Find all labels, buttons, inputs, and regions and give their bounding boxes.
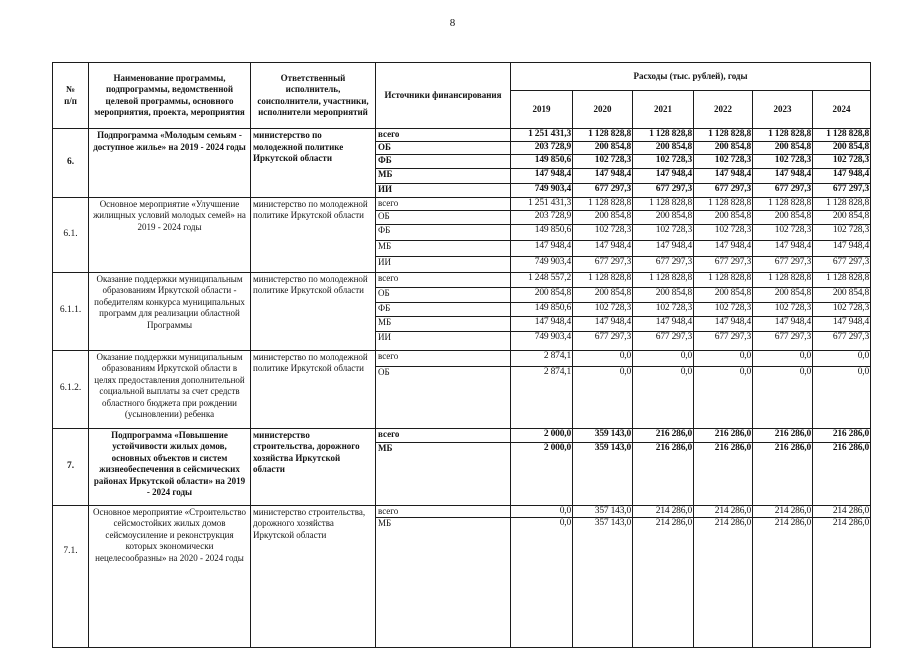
expense-value: 749 903,4 [511,183,573,197]
expense-value: 0,0 [694,350,753,366]
item-number: 7.1. [53,505,89,648]
header-expenses: Расходы (тыс. рублей), годы [511,63,871,91]
funding-source: МБ [376,518,511,648]
expense-value: 102 728,3 [633,154,694,168]
expense-value: 147 948,4 [511,316,573,331]
expense-value: 216 286,0 [753,442,813,505]
expense-value: 102 728,3 [573,302,633,316]
funding-source: всего [376,272,511,287]
expense-value: 102 728,3 [633,224,694,240]
expense-value: 149 850,6 [511,302,573,316]
expense-value: 1 128 828,8 [573,197,633,210]
expense-value: 102 728,3 [573,154,633,168]
expense-value: 0,0 [813,366,871,428]
expense-value: 147 948,4 [633,168,694,183]
expense-value: 357 143,0 [573,505,633,518]
funding-source: ОБ [376,366,511,428]
expense-value: 216 286,0 [694,428,753,442]
expense-value: 216 286,0 [633,442,694,505]
expense-value: 677 297,3 [753,183,813,197]
header-year: 2023 [753,91,813,129]
funding-source: ИИ [376,331,511,350]
expense-value: 147 948,4 [633,240,694,256]
expense-value: 147 948,4 [511,240,573,256]
item-executor: министерство по молодежной политике Иркутской области [251,272,376,350]
expense-value: 203 728,9 [511,210,573,224]
expense-value: 102 728,3 [633,302,694,316]
expense-value: 102 728,3 [694,224,753,240]
expense-value: 1 128 828,8 [573,129,633,142]
expense-value: 216 286,0 [753,428,813,442]
expense-value: 0,0 [813,350,871,366]
expense-value: 214 286,0 [813,518,871,648]
expense-value: 1 128 828,8 [753,129,813,142]
expense-value: 102 728,3 [813,154,871,168]
expense-value: 147 948,4 [813,240,871,256]
expense-value: 214 286,0 [813,505,871,518]
expense-value: 677 297,3 [753,256,813,272]
expense-value: 102 728,3 [753,224,813,240]
funding-source: МБ [376,240,511,256]
funding-source: ОБ [376,287,511,302]
funding-source: всего [376,350,511,366]
expense-value: 1 128 828,8 [694,272,753,287]
header-year: 2021 [633,91,694,129]
expense-value: 677 297,3 [753,331,813,350]
item-executor: министерство по молодежной политике Иркутской области [251,197,376,272]
expense-value: 677 297,3 [694,183,753,197]
expenses-table [52,62,871,648]
item-executor: министерство по молодежной политике Иркутской области [251,350,376,428]
item-name: Основное мероприятие «Строительство сейсмостойких жилых домов сейсмоусиление и реконструкция которых экономически нецелесообразны» на 2020 - 2024 годы [89,505,251,648]
expense-value: 677 297,3 [694,256,753,272]
expense-value: 1 251 431,3 [511,129,573,142]
expense-value: 102 728,3 [573,224,633,240]
expense-value: 0,0 [753,366,813,428]
expense-value: 147 948,4 [633,316,694,331]
item-name: Основное мероприятие «Улучшение жилищных условий молодых семей» на 2019 - 2024 годы [89,197,251,272]
funding-source: всего [376,428,511,442]
header-year: 2024 [813,91,871,129]
expense-value: 200 854,8 [633,287,694,302]
header-number [53,63,89,129]
header-year: 2020 [573,91,633,129]
expense-value: 1 128 828,8 [633,197,694,210]
expense-value: 677 297,3 [813,331,871,350]
funding-source: ОБ [376,141,511,154]
expense-value: 200 854,8 [813,141,871,154]
expense-value: 102 728,3 [753,154,813,168]
expense-value: 0,0 [633,350,694,366]
table-body [53,129,871,648]
expense-value: 1 128 828,8 [813,197,871,210]
expense-value: 1 128 828,8 [633,129,694,142]
expense-value: 749 903,4 [511,331,573,350]
expense-value: 359 143,0 [573,442,633,505]
expense-value: 200 854,8 [573,287,633,302]
expense-value: 677 297,3 [633,256,694,272]
table-header [53,63,871,129]
item-number: 7. [53,428,89,505]
expense-value: 0,0 [694,366,753,428]
expense-value: 0,0 [511,518,573,648]
expense-value: 147 948,4 [694,240,753,256]
expense-value: 200 854,8 [633,210,694,224]
expense-value: 749 903,4 [511,256,573,272]
expense-value: 1 248 557,2 [511,272,573,287]
expense-value: 677 297,3 [633,331,694,350]
expense-value: 147 948,4 [694,168,753,183]
expense-value: 102 728,3 [753,302,813,316]
funding-source: всего [376,129,511,142]
expense-value: 147 948,4 [573,240,633,256]
item-number: 6.1. [53,197,89,272]
expense-value: 214 286,0 [633,518,694,648]
expense-value: 102 728,3 [694,302,753,316]
expense-value: 214 286,0 [633,505,694,518]
funding-source: ИИ [376,256,511,272]
expense-value: 200 854,8 [511,287,573,302]
table-row [53,350,871,366]
expense-value: 200 854,8 [813,287,871,302]
funding-source: всего [376,197,511,210]
header-name: Наименование программы, подпрограммы, ведомственной целевой программы, основного мероприятия, проекта, мероприятия [89,63,251,129]
item-executor: министерство строительства, дорожного хозяйства Иркутской области [251,505,376,648]
item-name: Оказание поддержки муниципальным образованиям Иркутской области в целях предоставления дополнительной социальной выплаты за счет средств областного бюджета при рождении (усыновлении) ребенка [89,350,251,428]
table-row [53,505,871,518]
expense-value: 214 286,0 [694,505,753,518]
expense-value: 200 854,8 [753,287,813,302]
expense-value: 214 286,0 [753,505,813,518]
header-year: 2019 [511,91,573,129]
expense-value: 677 297,3 [573,331,633,350]
expense-value: 147 948,4 [753,168,813,183]
expense-value: 147 948,4 [753,316,813,331]
funding-source: ФБ [376,224,511,240]
expense-value: 0,0 [511,505,573,518]
header-executor: Ответственный исполнитель, соисполнители, участники, исполнители мероприятий [251,63,376,129]
funding-source: ИИ [376,183,511,197]
expense-value: 200 854,8 [753,210,813,224]
expense-value: 102 728,3 [813,302,871,316]
expense-value: 216 286,0 [813,442,871,505]
expense-value: 1 128 828,8 [633,272,694,287]
item-executor: министерство строительства, дорожного хозяйства Иркутской области [251,428,376,505]
expense-value: 147 948,4 [511,168,573,183]
expense-value: 0,0 [633,366,694,428]
expense-value: 677 297,3 [694,331,753,350]
funding-source: МБ [376,442,511,505]
expense-value: 677 297,3 [573,256,633,272]
expense-value: 147 948,4 [813,316,871,331]
expense-value: 2 000,0 [511,442,573,505]
header-year: 2022 [694,91,753,129]
item-name: Подпрограмма «Повышение устойчивости жилых домов, основных объектов и систем жизнеобеспечения в сейсмических районах Иркутской области» на 2019 - 2024 годы [89,428,251,505]
header-row [53,63,871,91]
expense-value: 200 854,8 [753,141,813,154]
expense-value: 214 286,0 [753,518,813,648]
funding-source: МБ [376,168,511,183]
expense-value: 216 286,0 [694,442,753,505]
expense-value: 147 948,4 [813,168,871,183]
expense-value: 203 728,9 [511,141,573,154]
expense-value: 0,0 [573,350,633,366]
expense-value: 102 728,3 [813,224,871,240]
expense-value: 147 948,4 [753,240,813,256]
expense-value: 149 850,6 [511,154,573,168]
item-number: 6.1.2. [53,350,89,428]
expense-value: 2 000,0 [511,428,573,442]
expense-value: 0,0 [753,350,813,366]
table-row [53,272,871,287]
expense-value: 677 297,3 [813,183,871,197]
expense-value: 359 143,0 [573,428,633,442]
expense-value: 216 286,0 [813,428,871,442]
expense-value: 102 728,3 [694,154,753,168]
expense-value: 214 286,0 [694,518,753,648]
item-number: 6. [53,129,89,198]
expense-value: 1 128 828,8 [694,197,753,210]
expense-value: 2 874,1 [511,350,573,366]
expense-value: 147 948,4 [573,168,633,183]
funding-source: ФБ [376,154,511,168]
funding-source: всего [376,505,511,518]
expense-value: 147 948,4 [694,316,753,331]
funding-source: МБ [376,316,511,331]
expense-value: 216 286,0 [633,428,694,442]
item-executor: министерство по молодежной политике Иркутской области [251,129,376,198]
expense-value: 200 854,8 [813,210,871,224]
item-name: Оказание поддержки муниципальным образованиям Иркутской области - победителям конкурса муниципальных программ для реализации областной Программы [89,272,251,350]
expense-value: 677 297,3 [573,183,633,197]
expense-value: 149 850,6 [511,224,573,240]
expense-value: 200 854,8 [573,210,633,224]
expense-value: 0,0 [573,366,633,428]
expense-value: 200 854,8 [694,210,753,224]
table-row [53,197,871,210]
expense-value: 1 128 828,8 [694,129,753,142]
expense-value: 1 251 431,3 [511,197,573,210]
item-number: 6.1.1. [53,272,89,350]
expense-value: 1 128 828,8 [813,129,871,142]
expense-value: 1 128 828,8 [573,272,633,287]
expense-value: 200 854,8 [573,141,633,154]
expense-value: 1 128 828,8 [753,272,813,287]
expense-value: 200 854,8 [633,141,694,154]
page-number: 8 [449,17,456,29]
expense-value: 200 854,8 [694,287,753,302]
expense-value: 200 854,8 [694,141,753,154]
funding-source: ОБ [376,210,511,224]
header-number-label: № п/п [64,84,77,106]
expense-value: 357 143,0 [573,518,633,648]
header-funding-source: Источники финансирования [376,63,511,129]
item-name: Подпрограмма «Молодым семьям - доступное жилье» на 2019 - 2024 годы [89,129,251,198]
expense-value: 1 128 828,8 [813,272,871,287]
table-row [53,428,871,442]
expense-value: 677 297,3 [633,183,694,197]
expense-value: 677 297,3 [813,256,871,272]
expense-value: 2 874,1 [511,366,573,428]
expense-value: 147 948,4 [573,316,633,331]
table-row [53,129,871,142]
expense-value: 1 128 828,8 [753,197,813,210]
funding-source: ФБ [376,302,511,316]
